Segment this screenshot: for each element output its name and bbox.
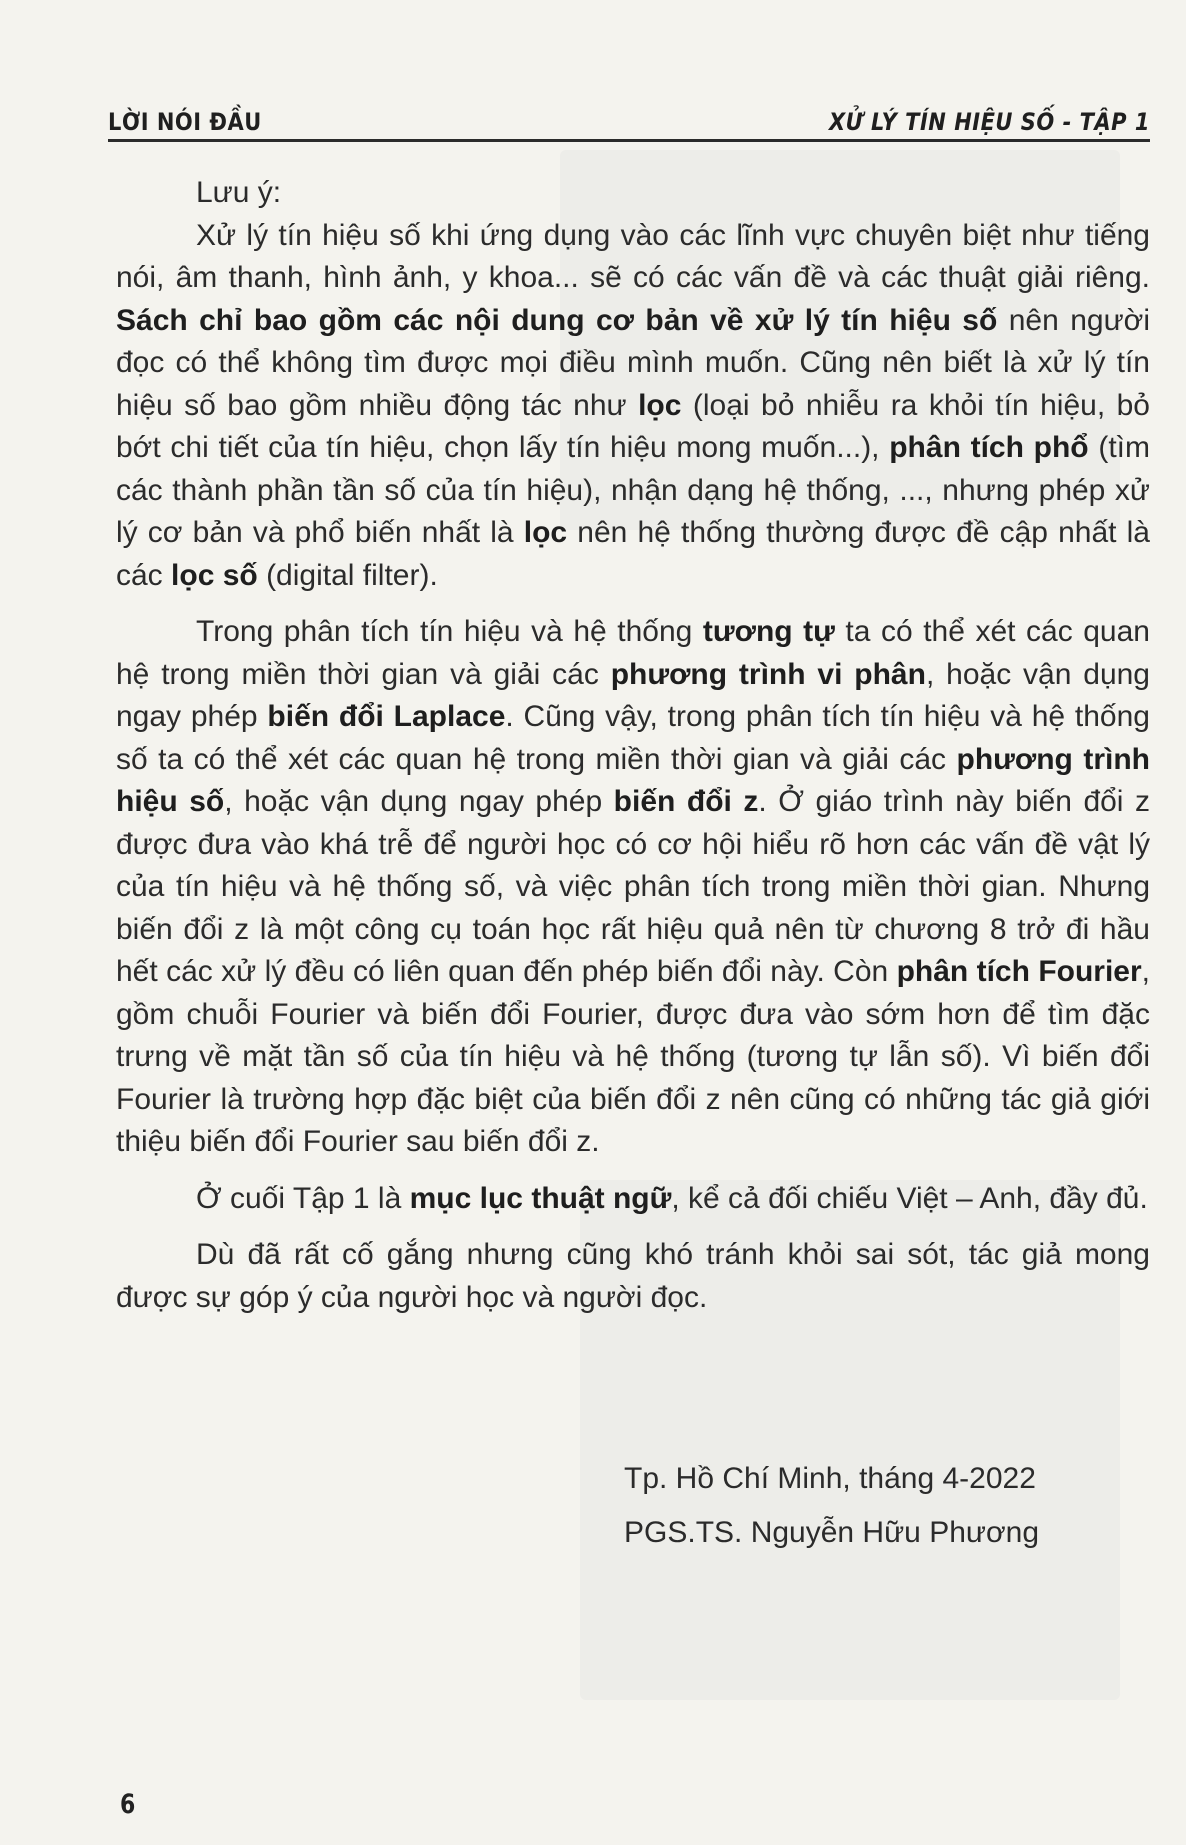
text-run: nên hệ thống thường được đề cập nhất là các bbox=[116, 516, 1150, 592]
bold-run: mục lục thuật ngữ bbox=[409, 1181, 672, 1215]
bold-run: lọc số bbox=[171, 558, 258, 592]
bold-run: lọc bbox=[523, 516, 568, 549]
text-run: (tìm các thành phần tần số của tín hiệu), nhận dạng hệ thống, ..., nhưng phép xử lý cơ bản và phổ biến nhất là bbox=[116, 431, 1150, 549]
bold-run: lọc bbox=[638, 388, 682, 422]
running-header bbox=[108, 100, 1150, 136]
text-run: . Ở giáo trình này biến đổi z được đưa vào khá trễ để người học có cơ hội hiểu rõ hơn các vấn đề vật lý của tín hiệu và hệ thống số, và việc phân tích trong miền thời gian. Nhưng biến đổi z là một công cụ toán học rất hiệu quả nên từ chương 8 trở đi hầu hết các xử lý đều có liên quan đến phép biến đổi này. Còn bbox=[116, 785, 1151, 988]
text-run: , gồm chuỗi Fourier và biến đổi Fourier, được đưa vào sớm hơn để tìm đặc trưng về mặt tần số của tín hiệu và hệ thống (tương tự lẫn số). Vì biến đổi Fourier là trường hợp đặc biệt của biến đổi z nên cũng có những tác giả giới thiệu biến đổi Fourier sau biến đổi z. bbox=[116, 955, 1151, 1158]
header-section-title: LỜI NÓI ĐẦU bbox=[108, 108, 262, 136]
bold-run: phân tích Fourier bbox=[896, 955, 1142, 988]
text-run: Dù đã rất cố gắng nhưng cũng khó tránh khỏi sai sót, tác giả mong được sự góp ý của người học và người đọc. bbox=[116, 1238, 1150, 1314]
text-run: Ở cuối Tập 1 là bbox=[196, 1181, 410, 1215]
text-run: (loại bỏ nhiễu ra khỏi tín hiệu, bỏ bớt chi tiết của tín hiệu, chọn lấy tín hiệu mong muốn...), bbox=[116, 388, 1150, 464]
bold-run: biến đổi Laplace bbox=[267, 700, 506, 733]
signature-author: PGS.TS. Nguyễn Hữu Phương bbox=[624, 1516, 1040, 1549]
text-run: Xử lý tín hiệu số khi ứng dụng vào các lĩnh vực chuyên biệt như tiếng nói, âm thanh, hình ảnh, y khoa... sẽ có các vấn đề và các thuật giải riêng. bbox=[116, 218, 1150, 294]
paragraph-2 bbox=[116, 611, 1150, 1164]
text-run: ta có thể xét các quan hệ trong miền thời gian và giải các bbox=[116, 615, 1150, 691]
bold-run: Sách chỉ bao gồm các nội dung cơ bản về xử lý tín hiệu số bbox=[116, 303, 998, 337]
note-label: Lưu ý: bbox=[196, 176, 282, 209]
signature-block bbox=[624, 1452, 1039, 1560]
header-book-title: XỬ LÝ TÍN HIỆU SỐ - TẬP 1 bbox=[828, 108, 1150, 136]
note-label-paragraph bbox=[116, 172, 1150, 215]
paragraph-1 bbox=[116, 215, 1150, 598]
text-run: , hoặc vận dụng ngay phép bbox=[224, 785, 614, 818]
text-run: , kể cả đối chiếu Việt – Anh, đầy đủ. bbox=[671, 1181, 1148, 1215]
body-text bbox=[116, 172, 1150, 1319]
bold-run: biến đổi z bbox=[613, 785, 759, 818]
text-run: nên người đọc có thể không tìm được mọi điều mình muốn. Cũng nên biết là xử lý tín hiệu số bao gồm nhiều động tác như bbox=[116, 303, 1150, 422]
signature-place-date: Tp. Hồ Chí Minh, tháng 4-2022 bbox=[624, 1462, 1036, 1495]
bold-run: phân tích phổ bbox=[889, 431, 1089, 464]
header-rule bbox=[108, 139, 1150, 142]
text-run: , hoặc vận dụng ngay phép bbox=[116, 657, 1150, 733]
bold-run: phương trình vi phân bbox=[610, 657, 926, 691]
paragraph-3 bbox=[116, 1178, 1150, 1221]
paragraph-4 bbox=[116, 1234, 1150, 1319]
bold-run: phương trình hiệu số bbox=[116, 742, 1150, 818]
bold-run: tương tự bbox=[702, 615, 835, 648]
text-run: . Cũng vậy, trong phân tích tín hiệu và hệ thống số ta có thể xét các quan hệ trong miền thời gian và giải các bbox=[116, 700, 1150, 776]
page-number: 6 bbox=[120, 1790, 136, 1820]
text-run: (digital filter). bbox=[257, 558, 438, 592]
text-run: Trong phân tích tín hiệu và hệ thống bbox=[196, 615, 703, 648]
